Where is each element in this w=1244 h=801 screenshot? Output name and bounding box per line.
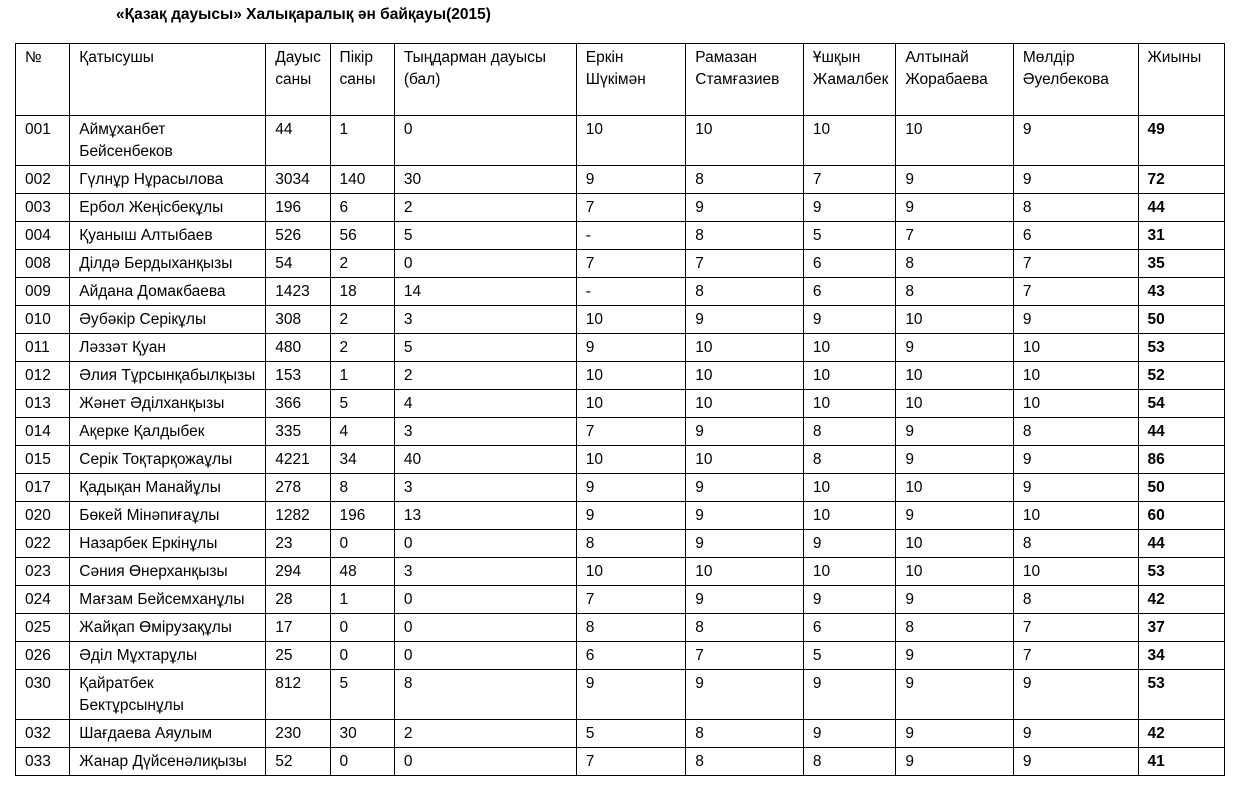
judge-3-score: 8 [803, 748, 895, 776]
table-row [16, 362, 1225, 390]
table-row [16, 558, 1225, 586]
table-row [16, 278, 1225, 306]
participant-name: Ләззәт Қуан [70, 334, 266, 362]
row-number: 025 [16, 614, 70, 642]
vote-count: 230 [266, 720, 330, 748]
total-score: 31 [1138, 222, 1225, 250]
audience-score: 0 [394, 642, 576, 670]
judge-1-score: 9 [576, 474, 686, 502]
header-judge-2: Рамазан Стамғазиев [686, 44, 804, 116]
judge-4-score: 8 [896, 250, 1014, 278]
row-number: 004 [16, 222, 70, 250]
judge-3-score: 10 [803, 334, 895, 362]
judge-4-score: 9 [896, 418, 1014, 446]
header-total: Жиыны [1138, 44, 1225, 116]
judge-4-score: 10 [896, 530, 1014, 558]
vote-count: 480 [266, 334, 330, 362]
row-number: 012 [16, 362, 70, 390]
total-score: 35 [1138, 250, 1225, 278]
participant-name: Әділ Мұхтарұлы [70, 642, 266, 670]
audience-score: 0 [394, 530, 576, 558]
header-comment-count: Пікір саны [330, 44, 394, 116]
judge-4-score: 10 [896, 390, 1014, 418]
judge-5-score: 8 [1013, 586, 1138, 614]
judge-5-score: 10 [1013, 362, 1138, 390]
row-number: 023 [16, 558, 70, 586]
row-number: 013 [16, 390, 70, 418]
comment-count: 1 [330, 362, 394, 390]
judge-1-score: 7 [576, 748, 686, 776]
table-row [16, 530, 1225, 558]
judge-2-score: 9 [686, 306, 804, 334]
participant-name: Жанар Дүйсенәлиқызы [70, 748, 266, 776]
total-score: 42 [1138, 720, 1225, 748]
row-number: 024 [16, 586, 70, 614]
judge-4-score: 8 [896, 614, 1014, 642]
participant-name: Әлия Тұрсынқабылқызы [70, 362, 266, 390]
judge-1-score: 10 [576, 116, 686, 166]
judge-2-score: 9 [686, 530, 804, 558]
comment-count: 18 [330, 278, 394, 306]
judge-2-score: 9 [686, 474, 804, 502]
vote-count: 1423 [266, 278, 330, 306]
header-judge-5: Мөлдір Әуелбекова [1013, 44, 1138, 116]
judge-1-score: 10 [576, 306, 686, 334]
audience-score: 3 [394, 418, 576, 446]
vote-count: 3034 [266, 166, 330, 194]
judge-5-score: 9 [1013, 720, 1138, 748]
judge-3-score: 9 [803, 670, 895, 720]
participant-name: Ербол Жеңісбекұлы [70, 194, 266, 222]
total-score: 53 [1138, 670, 1225, 720]
participant-name: Шағдаева Аяулым [70, 720, 266, 748]
judge-4-score: 9 [896, 748, 1014, 776]
audience-score: 5 [394, 334, 576, 362]
judge-1-score: 10 [576, 390, 686, 418]
judge-4-score: 9 [896, 446, 1014, 474]
audience-score: 40 [394, 446, 576, 474]
participant-name: Бөкей Мінәпиғаұлы [70, 502, 266, 530]
row-number: 015 [16, 446, 70, 474]
judge-4-score: 9 [896, 166, 1014, 194]
participant-name: Серік Тоқтарқожаұлы [70, 446, 266, 474]
comment-count: 0 [330, 748, 394, 776]
vote-count: 153 [266, 362, 330, 390]
vote-count: 366 [266, 390, 330, 418]
comment-count: 5 [330, 390, 394, 418]
judge-5-score: 7 [1013, 278, 1138, 306]
judge-4-score: 9 [896, 670, 1014, 720]
judge-5-score: 9 [1013, 306, 1138, 334]
judge-5-score: 7 [1013, 250, 1138, 278]
table-row [16, 390, 1225, 418]
judge-2-score: 8 [686, 720, 804, 748]
judge-1-score: 10 [576, 558, 686, 586]
comment-count: 48 [330, 558, 394, 586]
audience-score: 13 [394, 502, 576, 530]
judge-4-score: 8 [896, 278, 1014, 306]
judge-4-score: 10 [896, 558, 1014, 586]
audience-score: 14 [394, 278, 576, 306]
judge-1-score: 9 [576, 334, 686, 362]
total-score: 41 [1138, 748, 1225, 776]
judge-5-score: 10 [1013, 334, 1138, 362]
vote-count: 1282 [266, 502, 330, 530]
judge-5-score: 9 [1013, 748, 1138, 776]
judge-3-score: 5 [803, 642, 895, 670]
total-score: 44 [1138, 418, 1225, 446]
vote-count: 196 [266, 194, 330, 222]
participant-name: Айдана Домакбаева [70, 278, 266, 306]
table-row [16, 250, 1225, 278]
table-row [16, 748, 1225, 776]
audience-score: 0 [394, 748, 576, 776]
judge-4-score: 10 [896, 116, 1014, 166]
judge-3-score: 9 [803, 530, 895, 558]
comment-count: 30 [330, 720, 394, 748]
judge-2-score: 9 [686, 194, 804, 222]
row-number: 001 [16, 116, 70, 166]
judge-1-score: 6 [576, 642, 686, 670]
total-score: 44 [1138, 530, 1225, 558]
row-number: 026 [16, 642, 70, 670]
comment-count: 2 [330, 250, 394, 278]
row-number: 032 [16, 720, 70, 748]
judge-4-score: 9 [896, 642, 1014, 670]
audience-score: 8 [394, 670, 576, 720]
judge-2-score: 7 [686, 642, 804, 670]
judge-3-score: 10 [803, 502, 895, 530]
judge-4-score: 7 [896, 222, 1014, 250]
participant-name: Жәнет Әділханқызы [70, 390, 266, 418]
comment-count: 1 [330, 116, 394, 166]
judge-4-score: 10 [896, 362, 1014, 390]
judge-1-score: 7 [576, 418, 686, 446]
comment-count: 8 [330, 474, 394, 502]
total-score: 54 [1138, 390, 1225, 418]
row-number: 010 [16, 306, 70, 334]
judge-5-score: 8 [1013, 530, 1138, 558]
comment-count: 2 [330, 334, 394, 362]
vote-count: 23 [266, 530, 330, 558]
audience-score: 2 [394, 194, 576, 222]
judge-1-score: 8 [576, 530, 686, 558]
participant-name: Қуаныш Алтыбаев [70, 222, 266, 250]
header-judge-1: Еркін Шүкімән [576, 44, 686, 116]
judge-2-score: 10 [686, 390, 804, 418]
judge-3-score: 10 [803, 362, 895, 390]
vote-count: 52 [266, 748, 330, 776]
judge-1-score: 5 [576, 720, 686, 748]
judge-2-score: 8 [686, 614, 804, 642]
judge-2-score: 10 [686, 558, 804, 586]
participant-name: Қадықан Манайұлы [70, 474, 266, 502]
table-row [16, 446, 1225, 474]
judge-5-score: 9 [1013, 116, 1138, 166]
participant-name: Қайратбек Бектұрсынұлы [70, 670, 266, 720]
judge-3-score: 7 [803, 166, 895, 194]
comment-count: 34 [330, 446, 394, 474]
total-score: 52 [1138, 362, 1225, 390]
row-number: 014 [16, 418, 70, 446]
judge-4-score: 9 [896, 334, 1014, 362]
total-score: 86 [1138, 446, 1225, 474]
judge-5-score: 10 [1013, 390, 1138, 418]
judge-2-score: 10 [686, 362, 804, 390]
audience-score: 0 [394, 614, 576, 642]
table-row [16, 720, 1225, 748]
judge-3-score: 10 [803, 558, 895, 586]
vote-count: 44 [266, 116, 330, 166]
judge-2-score: 8 [686, 166, 804, 194]
row-number: 002 [16, 166, 70, 194]
judge-5-score: 7 [1013, 642, 1138, 670]
table-row [16, 418, 1225, 446]
row-number: 003 [16, 194, 70, 222]
participant-name: Әубәкір Серікұлы [70, 306, 266, 334]
document-title: «Қазақ дауысы» Халықаралық ән байқауы(2015) [116, 6, 491, 23]
comment-count: 0 [330, 614, 394, 642]
judge-1-score: 8 [576, 614, 686, 642]
audience-score: 0 [394, 250, 576, 278]
total-score: 50 [1138, 306, 1225, 334]
judge-1-score: - [576, 222, 686, 250]
judge-3-score: 10 [803, 390, 895, 418]
comment-count: 5 [330, 670, 394, 720]
vote-count: 4221 [266, 446, 330, 474]
judge-2-score: 7 [686, 250, 804, 278]
participant-name: Мағзам Бейсемханұлы [70, 586, 266, 614]
table-row [16, 670, 1225, 720]
row-number: 033 [16, 748, 70, 776]
row-number: 009 [16, 278, 70, 306]
vote-count: 308 [266, 306, 330, 334]
judge-5-score: 7 [1013, 614, 1138, 642]
table-row [16, 306, 1225, 334]
header-vote-count: Дауыс саны [266, 44, 330, 116]
comment-count: 2 [330, 306, 394, 334]
comment-count: 6 [330, 194, 394, 222]
judge-1-score: 9 [576, 502, 686, 530]
judge-1-score: 10 [576, 362, 686, 390]
judge-5-score: 10 [1013, 502, 1138, 530]
participant-name: Гүлнұр Нұрасылова [70, 166, 266, 194]
judge-3-score: 5 [803, 222, 895, 250]
judge-4-score: 9 [896, 586, 1014, 614]
judge-3-score: 10 [803, 474, 895, 502]
table-row [16, 586, 1225, 614]
audience-score: 3 [394, 306, 576, 334]
table-row [16, 222, 1225, 250]
judge-2-score: 10 [686, 334, 804, 362]
table-row [16, 614, 1225, 642]
comment-count: 0 [330, 642, 394, 670]
judge-4-score: 9 [896, 720, 1014, 748]
judge-3-score: 8 [803, 446, 895, 474]
total-score: 34 [1138, 642, 1225, 670]
header-judge-4: Алтынай Жорабаева [896, 44, 1014, 116]
judge-2-score: 9 [686, 418, 804, 446]
row-number: 008 [16, 250, 70, 278]
total-score: 53 [1138, 334, 1225, 362]
audience-score: 30 [394, 166, 576, 194]
table-row [16, 166, 1225, 194]
judge-5-score: 8 [1013, 194, 1138, 222]
judge-1-score: 7 [576, 194, 686, 222]
table-row [16, 474, 1225, 502]
audience-score: 4 [394, 390, 576, 418]
participant-name: Назарбек Еркінұлы [70, 530, 266, 558]
judge-5-score: 6 [1013, 222, 1138, 250]
table-row [16, 194, 1225, 222]
judge-2-score: 8 [686, 278, 804, 306]
judge-3-score: 9 [803, 720, 895, 748]
judge-2-score: 8 [686, 748, 804, 776]
participant-name: Ақерке Қалдыбек [70, 418, 266, 446]
total-score: 72 [1138, 166, 1225, 194]
comment-count: 140 [330, 166, 394, 194]
vote-count: 335 [266, 418, 330, 446]
audience-score: 0 [394, 116, 576, 166]
audience-score: 2 [394, 362, 576, 390]
vote-count: 25 [266, 642, 330, 670]
table-row [16, 116, 1225, 166]
judge-2-score: 8 [686, 222, 804, 250]
table-row [16, 334, 1225, 362]
audience-score: 3 [394, 474, 576, 502]
total-score: 37 [1138, 614, 1225, 642]
vote-count: 28 [266, 586, 330, 614]
table-row [16, 642, 1225, 670]
audience-score: 3 [394, 558, 576, 586]
judge-2-score: 9 [686, 502, 804, 530]
judge-3-score: 9 [803, 194, 895, 222]
comment-count: 56 [330, 222, 394, 250]
audience-score: 2 [394, 720, 576, 748]
judge-5-score: 9 [1013, 670, 1138, 720]
total-score: 43 [1138, 278, 1225, 306]
row-number: 017 [16, 474, 70, 502]
judge-1-score: 9 [576, 670, 686, 720]
judge-5-score: 9 [1013, 446, 1138, 474]
row-number: 022 [16, 530, 70, 558]
judge-4-score: 10 [896, 306, 1014, 334]
judge-1-score: 9 [576, 166, 686, 194]
audience-score: 5 [394, 222, 576, 250]
total-score: 42 [1138, 586, 1225, 614]
comment-count: 196 [330, 502, 394, 530]
judge-3-score: 9 [803, 306, 895, 334]
audience-score: 0 [394, 586, 576, 614]
judge-1-score: 7 [576, 250, 686, 278]
vote-count: 812 [266, 670, 330, 720]
total-score: 50 [1138, 474, 1225, 502]
vote-count: 294 [266, 558, 330, 586]
comment-count: 4 [330, 418, 394, 446]
total-score: 53 [1138, 558, 1225, 586]
vote-count: 526 [266, 222, 330, 250]
comment-count: 0 [330, 530, 394, 558]
row-number: 011 [16, 334, 70, 362]
judge-4-score: 9 [896, 194, 1014, 222]
participant-name: Аймұханбет Бейсенбеков [70, 116, 266, 166]
vote-count: 17 [266, 614, 330, 642]
participant-name: Сәния Өнерханқызы [70, 558, 266, 586]
judge-2-score: 9 [686, 670, 804, 720]
judge-1-score: 10 [576, 446, 686, 474]
header-judge-3: Ұшқын Жамалбек [803, 44, 895, 116]
judge-3-score: 9 [803, 586, 895, 614]
judge-2-score: 9 [686, 586, 804, 614]
judge-3-score: 6 [803, 614, 895, 642]
judge-2-score: 10 [686, 116, 804, 166]
comment-count: 1 [330, 586, 394, 614]
judge-5-score: 9 [1013, 166, 1138, 194]
judge-2-score: 10 [686, 446, 804, 474]
judge-3-score: 6 [803, 250, 895, 278]
judge-5-score: 10 [1013, 558, 1138, 586]
judge-3-score: 6 [803, 278, 895, 306]
row-number: 020 [16, 502, 70, 530]
row-number: 030 [16, 670, 70, 720]
total-score: 49 [1138, 116, 1225, 166]
judge-1-score: - [576, 278, 686, 306]
vote-count: 54 [266, 250, 330, 278]
judge-5-score: 8 [1013, 418, 1138, 446]
header-participant: Қатысушы [70, 44, 266, 116]
header-row [16, 44, 1225, 116]
participant-name: Жайқап Өмірузақұлы [70, 614, 266, 642]
participant-name: Ділдә Бердыханқызы [70, 250, 266, 278]
judge-4-score: 9 [896, 502, 1014, 530]
total-score: 60 [1138, 502, 1225, 530]
judge-1-score: 7 [576, 586, 686, 614]
results-table [15, 43, 1225, 776]
judge-4-score: 10 [896, 474, 1014, 502]
table-row [16, 502, 1225, 530]
judge-3-score: 10 [803, 116, 895, 166]
judge-5-score: 9 [1013, 474, 1138, 502]
total-score: 44 [1138, 194, 1225, 222]
header-audience-score: Тыңдарман дауысы (бал) [394, 44, 576, 116]
vote-count: 278 [266, 474, 330, 502]
judge-3-score: 8 [803, 418, 895, 446]
header-number: № [16, 44, 70, 116]
